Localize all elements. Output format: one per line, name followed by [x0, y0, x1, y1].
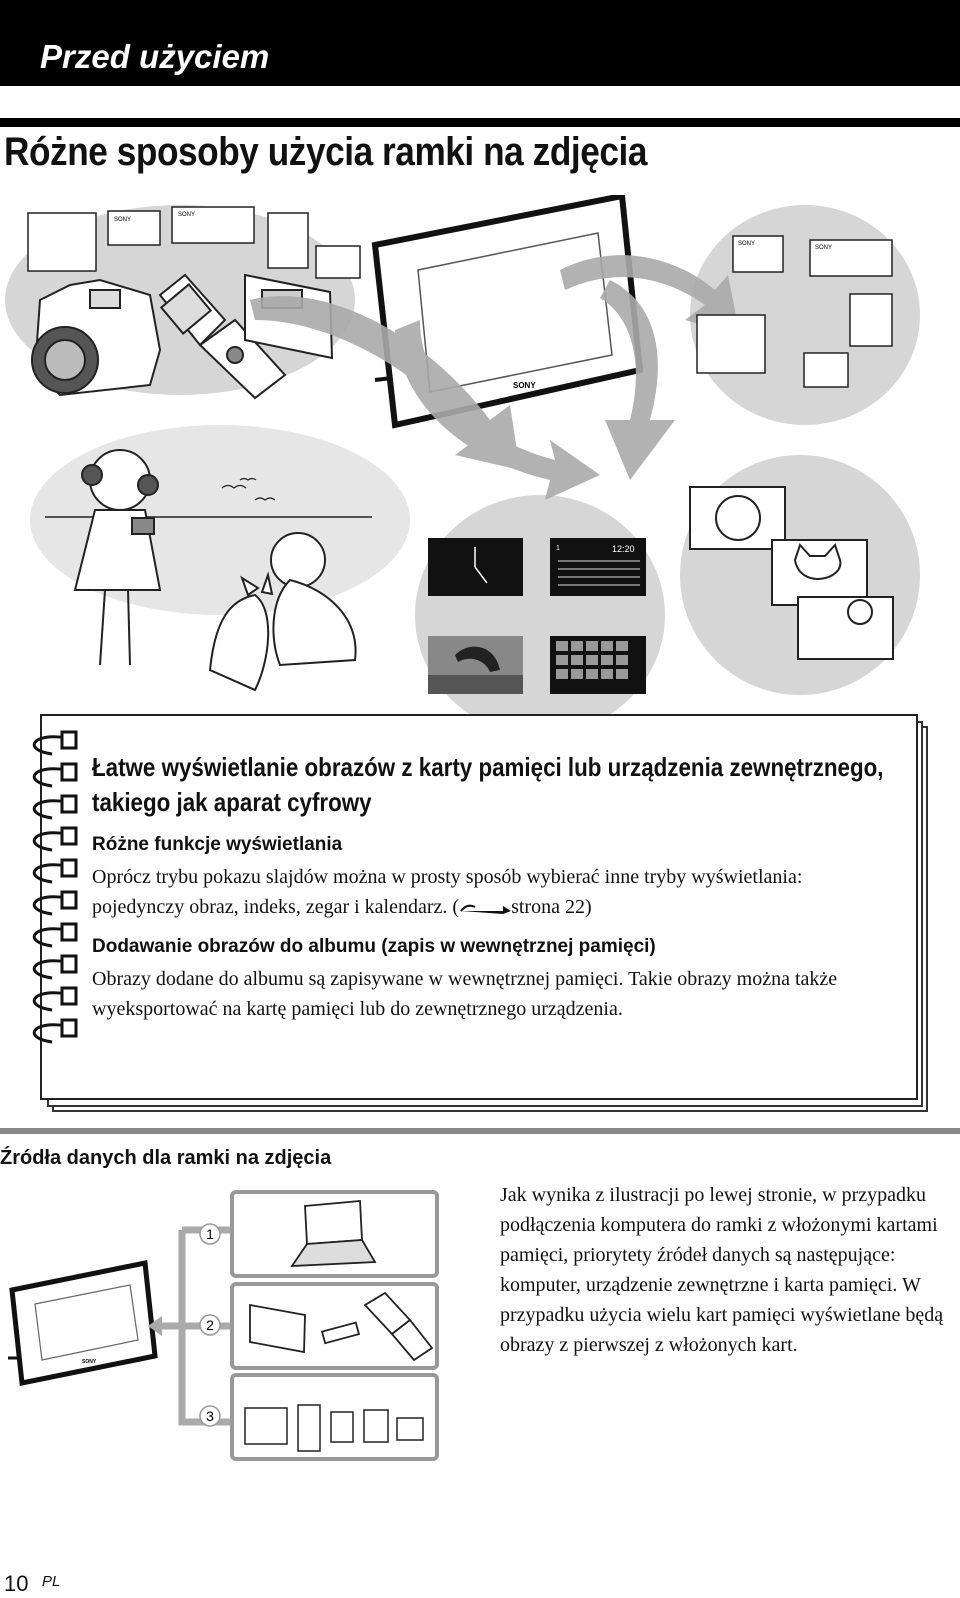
photo-frame-icon	[8, 1263, 155, 1383]
title-rule	[0, 118, 960, 127]
album-text: Obrazy dodane do albumu są zapisywane w wewnętrznej pamięci. Takie obrazy można także wyeksportować na kartę pamięci lub do zewnętrznego urządzenia.	[92, 968, 838, 1020]
header-band	[0, 0, 960, 86]
dslr-camera-icon	[32, 280, 160, 395]
feature-display-title: Różne funkcje wyświetlania	[92, 834, 343, 855]
page-number: 10	[4, 1571, 29, 1596]
page-reference: strona 22)	[511, 896, 592, 918]
section-title: Przed użyciem	[40, 38, 270, 75]
spiral-binding-icon	[12, 730, 82, 1080]
frame-brand: SONY	[513, 381, 536, 390]
calendar-month: 1	[556, 545, 560, 552]
single-image-screen	[428, 636, 523, 694]
calendar-screen	[550, 538, 646, 596]
sources-title: Źródła danych dla ramki na zdjęcia	[0, 1147, 332, 1169]
sources-diagram	[0, 1180, 470, 1480]
badge-2: 2	[206, 1317, 214, 1333]
card-brand-3: SONY	[738, 241, 756, 247]
number-badges	[200, 1224, 220, 1426]
badge-3: 3	[206, 1408, 214, 1424]
badge-1: 1	[206, 1226, 214, 1242]
card-brand-2: SONY	[178, 212, 196, 218]
section-rule	[0, 1128, 960, 1134]
card-brand-4: SONY	[815, 245, 833, 251]
feature-display-text	[92, 862, 892, 922]
notebook-content	[92, 750, 892, 1024]
calendar-time: 12:20	[612, 544, 635, 554]
connector-lines	[158, 1230, 232, 1422]
index-screen	[550, 636, 646, 694]
sources-text: Jak wynika z ilustracji po lewej stronie, w przypadku podłączenia komputera do ramki z włożonymi kartami pamięci, priorytety źródeł danych są następujące: komputer, urządzenie zewnętrzne i karta pamięci. W przypadku użycia wielu kart pamięci wyświetlane będą obrazy z pierwszej z włożonych kart.	[500, 1184, 944, 1356]
notebook-heading: Łatwe wyświetlanie obrazów z karty pamięci lub urządzenia zewnętrznego, takiego jak aparat cyfrowy	[92, 752, 884, 817]
page-language: PL	[42, 1573, 61, 1590]
sources-frame-brand: SONY	[82, 1359, 97, 1365]
card-brand-1: SONY	[114, 217, 132, 223]
clock-screen	[428, 538, 523, 596]
album-title: Dodawanie obrazów do albumu (zapis w wewnętrznej pamięci)	[92, 936, 656, 957]
page-reference-arrow-icon	[459, 901, 511, 915]
feature-display-body: Oprócz trybu pokazu slajdów można w prosty sposób wybierać inne tryby wyświetlania: pojedynczy obraz, indeks, zegar i kalendarz. (	[92, 866, 803, 918]
hero-illustration	[0, 195, 960, 715]
page-title: Różne sposoby użycia ramki na zdjęcia	[4, 130, 647, 174]
